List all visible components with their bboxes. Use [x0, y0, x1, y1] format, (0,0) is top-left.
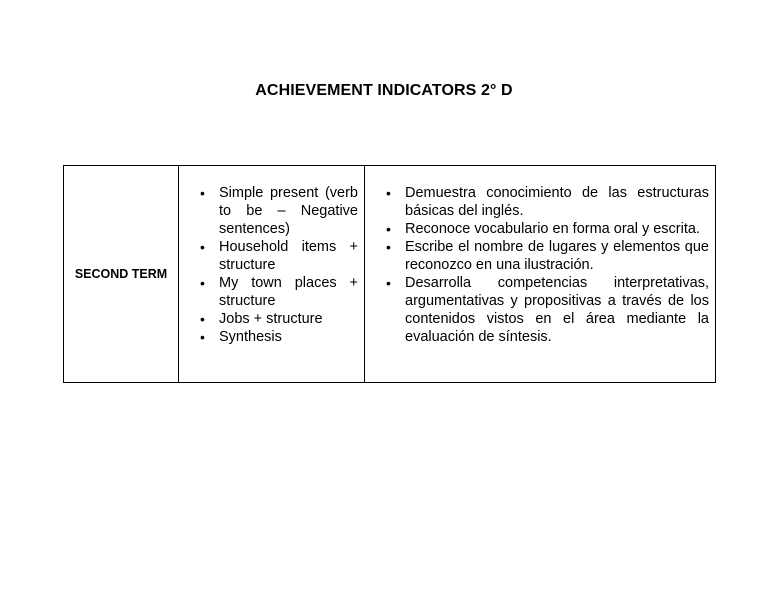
list-item: [371, 184, 709, 220]
indicators-list: [365, 166, 715, 352]
topic-text: Simple present (verb to be – Negative sentences): [219, 185, 358, 237]
page-title: ACHIEVEMENT INDICATORS 2° D: [255, 82, 513, 99]
list-item: [371, 274, 709, 346]
list-item: [185, 238, 358, 274]
indicators-cell: [365, 166, 716, 383]
indicator-text: Desarrolla competencias interpretativas, argumentativas y propositivas a través de los contenidos vistos en el área mediante la evaluación de síntesis.: [405, 275, 709, 345]
term-label: SECOND TERM: [64, 166, 179, 383]
topic-text: Household items + structure: [219, 239, 358, 273]
list-item: [185, 328, 358, 346]
topic-text: Jobs + structure: [219, 311, 323, 327]
list-item: [185, 310, 358, 328]
bullet-icon: •: [200, 275, 205, 291]
indicator-text: Escribe el nombre de lugares y elementos que reconozco en una ilustración.: [405, 239, 709, 273]
indicator-text: Reconoce vocabulario en forma oral y escrita.: [405, 221, 700, 237]
topic-text: Synthesis: [219, 329, 282, 345]
achievement-indicators-table: [63, 165, 716, 383]
bullet-icon: •: [200, 329, 205, 345]
bullet-icon: •: [386, 185, 391, 201]
indicator-text: Demuestra conocimiento de las estructuras básicas del inglés.: [405, 185, 709, 219]
list-item: [185, 274, 358, 310]
list-item: [371, 220, 709, 238]
bullet-icon: •: [200, 311, 205, 327]
list-item: [185, 184, 358, 238]
list-item: [371, 238, 709, 274]
bullet-icon: •: [386, 275, 391, 291]
topics-cell: [179, 166, 365, 383]
topic-text: My town places + structure: [219, 275, 358, 309]
bullet-icon: •: [200, 185, 205, 201]
bullet-icon: •: [386, 221, 391, 237]
topics-list: [179, 166, 364, 352]
table-row: [64, 166, 716, 383]
bullet-icon: •: [200, 239, 205, 255]
bullet-icon: •: [386, 239, 391, 255]
